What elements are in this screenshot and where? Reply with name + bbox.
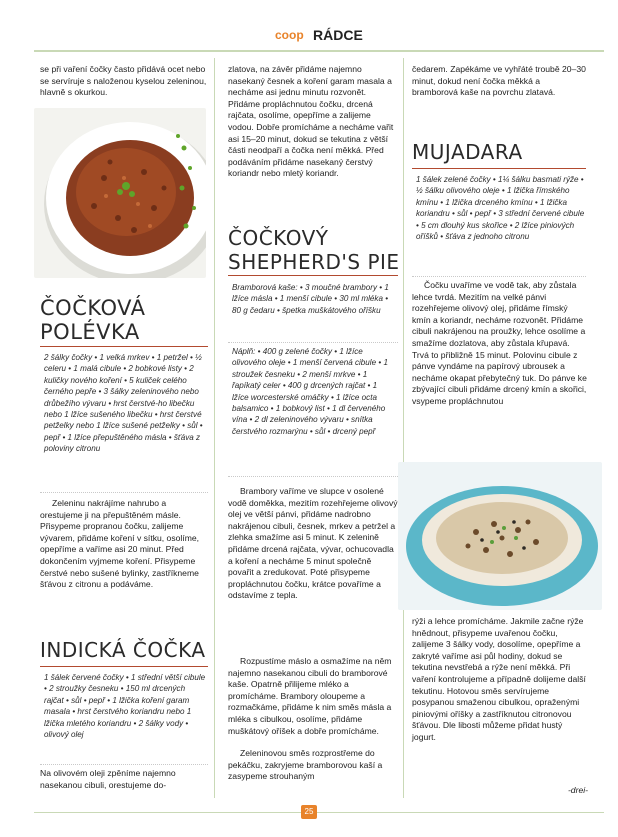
coop-logo: coop (275, 28, 304, 42)
intro-text: se při vaření čočky často přidává ocet nebo se servíruje s naloženou kyselou zeleninou, hlavně s okurkou. (40, 64, 207, 98)
heading-cockova-polevka-line1: ČOČKOVÁ (40, 296, 146, 320)
lentil-soup-photo (34, 108, 206, 278)
heading-cockova-polevka-line2: POLÉVKA (40, 320, 140, 344)
ingredients-bramborova-kase: Bramborová kaše: • 3 moučné brambory • 1 lžíce másla • 1 menší cibule • 30 ml mléka • 80 g čedaru • špetka muškátového oříšku (232, 283, 389, 315)
footer-rule (34, 812, 604, 813)
method-indicka-cocka: Na olivovém oleji zpěníme najemno nasekanou cibuli, orestujeme do- (40, 768, 176, 790)
method-shepherds-pie-1: Brambory vaříme ve slupce v osolené vodě doměkka, mezitím rozehřejeme olivový olej ve větší pánvi, přidáme nadrobno nakrájenou cibuli, česnek, mrkev a petržel a zlehka smažíme asi 5 minut. K zelenině přidáme drcená rajčata, vývar, ochucovadla a koření a necháme 5 minut společně povařit a zredukovat. Poté přisypeme propláchnutou čočku, krátce povaříme a odstavíme z tepla. (228, 486, 398, 601)
heading-shepherds-pie-line2: SHEPHERD'S PIE (228, 250, 400, 274)
dotted-divider (412, 276, 586, 277)
method-indicka-cocka-cont: zlatova, na závěr přidáme najemno nasekaný česnek a koření garam masala a necháme asi jednu minutu rozvonět. Přidáme propláchnutou čočku, drcená rajčata, osolíme, opepříme a zalijeme vodou. Dobře promícháme a necháme vařit asi 15–20 minut, dokud se tekutina z větší části neodpaří a čočka není měkká. Před podáváním přidáme nasekaný čerstvý koriandr nebo mletý koriandr. (228, 64, 394, 179)
mujadara-photo (398, 462, 602, 610)
method-shepherds-pie-2: Rozpustíme máslo a osmažíme na něm najemno nasekanou cibuli do bramborové kaše. Opatrně přilijeme mléko a promícháme. Brambory oloupeme a rozmačkáme, přidáme k nim směs másla a mléka s cibulkou, osolíme, přidáme muškátový oříšek a dobře promícháme. (228, 656, 392, 736)
dotted-divider (40, 492, 208, 493)
author-signature: -drei- (567, 785, 588, 795)
header-rule (34, 50, 604, 52)
ingredients-indicka-cocka: 1 šálek červené čočky • 1 střední větší cibule • 2 stroužky česneku • 150 ml drcených rajčat • sůl • pepř • 1 lžička koření garam masala • hrst čerstvého koriandru nebo 1 lžička mletého koriandru • 2 šálky vody • olivový olej (44, 673, 206, 740)
method-shepherds-pie-3: Zeleninovou směs rozprostřeme do pekáčku, zakryjeme bramborovou kaší a zasypeme strouhaným (228, 748, 383, 782)
heading-mujadara: MUJADARA (412, 140, 523, 164)
heading-rule (40, 666, 208, 667)
ingredients-napln: Náplň: • 400 g zelené čočky • 1 lžíce olivového oleje • 1 menší červená cibule • 1 stroužek česneku • 2 menší mrkve • 1 řapíkatý celer • 400 g drcených rajčat • 1 lžíce worcesterské omáčky • 1 lžíce octa balsamico • 1 bobkový list • 1 dl červeného vína • 2 dl zeleninového vývaru • snítka čerstvého rozmarýnu • sůl • drcený pepř (232, 347, 388, 436)
method-cockova-polevka: Zeleninu nakrájíme nahrubo a orestujeme ji na přepuštěném másle. Přisypeme propranou čočku, zalijeme vývarem, přidáme koření v sítku, osolíme, opepříme a vaříme asi 20 minut. Před dokončením vyjmeme koření. Přisypeme čerstvé nebo sušené bylinky, zastříkneme šťávou z citronu a podáváme. (40, 498, 200, 590)
dotted-divider (40, 764, 208, 765)
page-number: 25 (301, 805, 317, 819)
method-mujadara-2: rýži a lehce promícháme. Jakmile začne rýže hnědnout, přisypeme uvařenou čočku, zalijeme 3 šálky vody, dosolíme, opepříme a zakryté vaříme asi půl hodiny, dokud se tekutina nevstřebá a rýže není měkká. Při vaření kontrolujeme a případně dolijeme další tekutinu. Hotovou směs servírujeme posypanou smaženou cibulkou, opraženými piniovými oříšky a zastříknutou citronovou šťávou. Dle libosti můžeme přidat hustý jogurt. (412, 616, 586, 742)
heading-rule (412, 168, 586, 169)
lentil-soup-image (34, 108, 206, 278)
heading-shepherds-pie-line1: ČOČKOVÝ (228, 226, 329, 250)
ingredients-cockova-polevka: 2 šálky čočky • 1 velká mrkev • 1 petržel • ½ celeru • 1 malá cibule • 2 bobkové listy • 2 kuličky nového koření • 5 kuliček celého černého pepře • 3 šálky zeleninového nebo drůbežího vývaru • hrst čerstvé-ho libečku nebo 1 lžíce sušeného libečku • hrst čerstvé petželky nebo 1 lžíce sušené petželky • sůl • pepř • 1 lžíce přepuštěného másla • šťáva z poloviny citronu (44, 353, 203, 454)
ingredients-mujadara: 1 šálek zelené čočky • 1¼ šálku basmati rýže • ½ šálku olivového oleje • 1 lžička římského kmínu • 1 lžička drceného kmínu • 1 lžička koriandru • sůl • pepř • 3 střední červené cibule • 5 cm dlouhý kus skořice • 2 lžíce piniových oříšků • šťáva z jednoho citronu (416, 175, 585, 242)
column-divider-2 (403, 58, 404, 798)
heading-rule (40, 346, 208, 347)
column-divider-1 (214, 58, 215, 798)
mujadara-image (398, 462, 602, 610)
method-mujadara-1: Čočku uvaříme ve vodě tak, aby zůstala lehce tvrdá. Mezitím na velké pánvi rozehřejeme olivový olej, přidáme římský kmín a koriandr, necháme rozvonět. Přidáme cibuli nakrájenou na proužky, lehce osolíme a smažíme dozlatova, aby zůstala křupavá. Trvá to přibližně 15 minut. Polovinu cibule z pánve vyndáme na papírový ubrousek a necháme okapat přebytečný tuk. Do pánve ke zbývající cibuli přidáme drcený kmín a skořici, vsypeme propláchnutou (412, 280, 587, 406)
section-title: RÁDCE (313, 27, 363, 43)
dotted-divider (228, 476, 398, 477)
method-shepherds-pie-cont: čedarem. Zapékáme ve vyhřáté troubě 20–30 minut, dokud není čočka měkká a bramborová kaše na povrchu zlatavá. (412, 64, 586, 98)
dotted-divider (228, 342, 398, 343)
heading-indicka-cocka: INDICKÁ ČOČKA (40, 638, 206, 662)
heading-rule (228, 275, 398, 276)
